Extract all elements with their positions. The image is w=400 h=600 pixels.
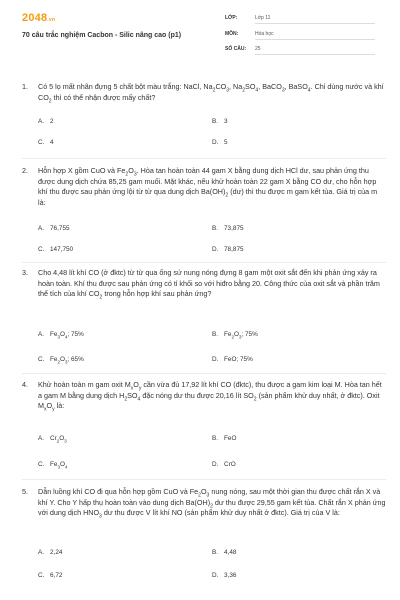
meta-class: LỚP: Lớp 11 bbox=[225, 15, 385, 24]
question-text: Dẫn luồng khí CO đi qua hỗn hợp gồm CuO và $Fe_2O_3$ nung nóng, sau một thời gian thu được chất rắn X và khí Y. Cho Y hấp thụ hoàn toàn vào dung dịch $Ba(OH)_2$ dư thu được 29,55 gam kết tủa. Chất rắn X phản ứng với dung dịch $HNO_3$ dư thu được V lít khí NO (sản phẩm khử duy nhất ở đktc). Giá trị của V là: bbox=[38, 487, 386, 520]
site-logo[interactable]: 2048.vn bbox=[22, 12, 56, 24]
question-number: 1. bbox=[22, 82, 28, 91]
question-2-option-d[interactable]: D. 78,875 bbox=[212, 246, 244, 253]
question-1-option-d[interactable]: D. 5 bbox=[212, 139, 228, 146]
question-4 bbox=[22, 380, 386, 412]
question-text: Hỗn hợp X gồm CuO và $Fe_2O_3$. Hòa tan hoàn toàn 44 gam X bằng dung dịch HCl dư, sau phản ứng thu được dung dịch chứa 85,25 gam muối. Mặt khác, nếu khử hoàn toàn 22 gam X bằng CO dư, cho hỗn hợp khí thu được sau phản ứng lội từ từ qua dung dịch $Ba(OH)_2$ (dư) thì thu được m gam kết tủa. Giá trị của m là: bbox=[38, 166, 378, 207]
question-text: Có 5 lọ mất nhãn đựng 5 chất bột màu trắng: NaCl, $Na_2CO_3$, $Na_2SO_4$, BaCO$_3$, BaSO$_4$. Chỉ dùng nước và khí $CO_2$ thì có thể nhận được mấy chất? bbox=[38, 82, 384, 104]
question-number: 5. bbox=[22, 487, 28, 496]
question-3-option-a[interactable]: A. $Fe_3O_4$; 75% bbox=[38, 331, 84, 340]
question-1-option-c[interactable]: C. 4 bbox=[38, 139, 54, 146]
question-5-option-c[interactable]: C. 6,72 bbox=[38, 572, 63, 579]
meta-question-count: SỐ CÂU: 25 bbox=[225, 46, 385, 55]
question-number: 2. bbox=[22, 166, 28, 175]
question-3-option-c[interactable]: C. $Fe_2O_3$; 65% bbox=[38, 356, 84, 365]
question-3 bbox=[22, 268, 386, 300]
question-4-option-b[interactable]: B. FeO bbox=[212, 435, 237, 442]
question-2 bbox=[22, 166, 386, 208]
question-divider bbox=[22, 373, 386, 374]
question-number: 4. bbox=[22, 380, 28, 389]
question-4-option-d[interactable]: D. CrO bbox=[212, 461, 236, 468]
question-1-option-a[interactable]: A. 2 bbox=[38, 118, 54, 125]
document-title: 70 câu trắc nghiệm Cacbon - Silic nâng cao (p1) bbox=[22, 32, 182, 39]
question-5-option-d[interactable]: D. 3,36 bbox=[212, 572, 237, 579]
question-4-option-a[interactable]: A. $Cr_2O_3$ bbox=[38, 435, 67, 444]
question-4-option-c[interactable]: C. $Fe_3O_4$ bbox=[38, 461, 68, 470]
question-divider bbox=[22, 158, 386, 159]
question-3-option-b[interactable]: B. $Fe_2O_3$; 75% bbox=[212, 331, 258, 340]
question-1-option-b[interactable]: B. 3 bbox=[212, 118, 228, 125]
page-header bbox=[0, 0, 400, 70]
question-1 bbox=[22, 82, 386, 103]
question-5-option-a[interactable]: A. 2,24 bbox=[38, 549, 63, 556]
question-divider bbox=[22, 479, 386, 480]
question-2-option-c[interactable]: C. 147,750 bbox=[38, 246, 74, 253]
question-divider bbox=[22, 262, 386, 263]
question-3-option-d[interactable]: D. FeO; 75% bbox=[212, 356, 253, 363]
question-2-option-b[interactable]: B. 73,875 bbox=[212, 225, 244, 232]
question-number: 3. bbox=[22, 268, 28, 277]
question-5 bbox=[22, 487, 386, 519]
question-text: Cho 4,48 lít khí CO (ở đktc) từ từ qua ống sứ nung nóng đựng 8 gam một oxit sắt đến khi phản ứng xảy ra hoàn toàn. Khí thu được sau phản ứng có tỉ khối so với hiđro bằng 20. Công thức của oxit sắt và phần trăm thể tích của khí $CO_2$ trong hỗn hợp khí sau phản ứng? bbox=[38, 268, 380, 301]
question-2-option-a[interactable]: A. 76,755 bbox=[38, 225, 70, 232]
meta-subject: MÔN: Hóa học bbox=[225, 31, 385, 40]
question-5-option-b[interactable]: B. 4,48 bbox=[212, 549, 237, 556]
question-text: Khử hoàn toàn m gam oxit $M_xO_y$ cần vừa đủ 17,92 lít khí CO (đktc), thu được a gam kim loại M. Hòa tan hết a gam M bằng dung dịch $H_2SO_4$ đặc nóng dư thu được 20,16 lít $SO_2$ (sản phẩm khử duy nhất, ở đktc). Oxit $M_xO_y$ là: bbox=[38, 380, 382, 413]
